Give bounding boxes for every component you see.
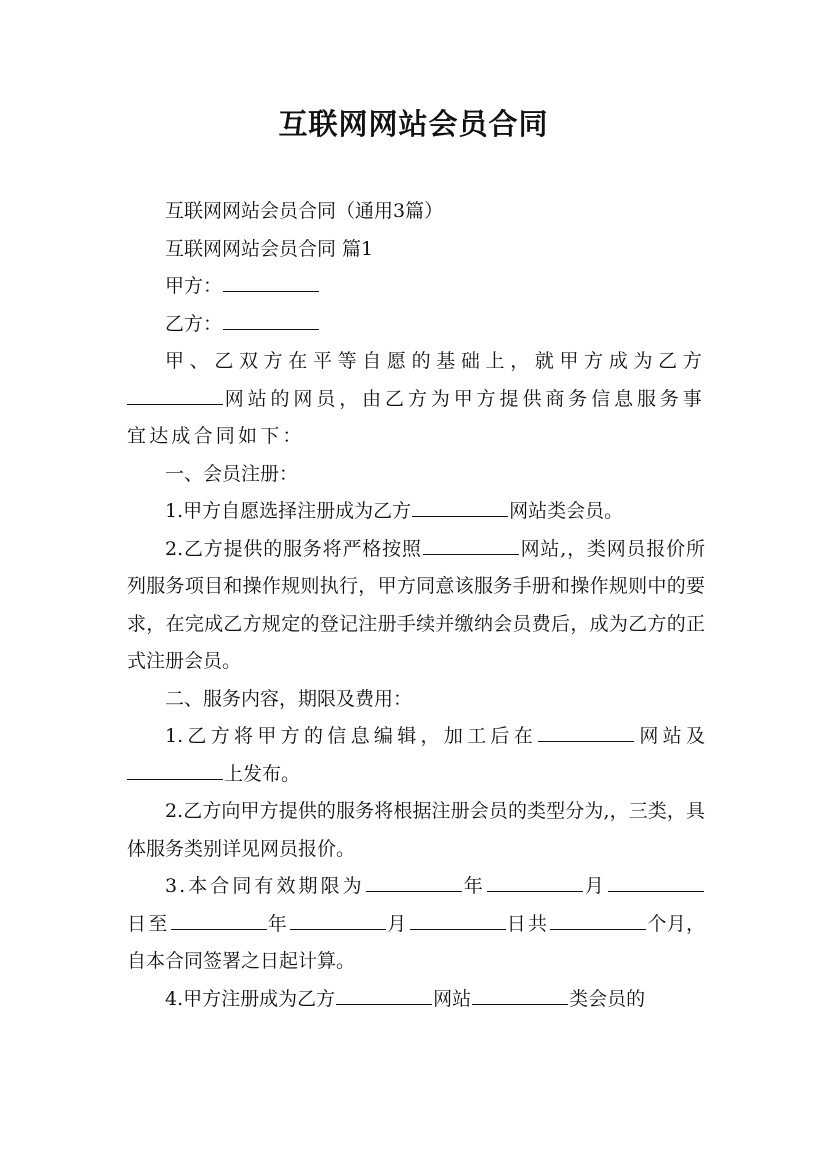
paragraph-clause-2-1 [127,718,705,793]
paragraph-subtitle: 互联网网站会员合同（通用3篇） [165,200,444,222]
blank-field [223,272,319,292]
text-span: 年 [462,875,486,897]
blank-field [538,722,634,742]
document-title: 互联网网站会员合同 [278,107,549,141]
document-body [127,193,705,1018]
text-span: 1.乙方将甲方的信息编辑，加工后在 [165,725,538,747]
section-heading-services: 二、服务内容，期限及费用： [165,687,413,710]
text-span: 上发布。 [224,762,301,785]
paragraph-clause-1-2 [127,531,705,681]
blank-field [223,310,319,330]
party-b-label: 乙方： [165,312,223,335]
blank-field [336,985,432,1005]
blank-field [410,910,506,930]
text-span: 3.本合同有效期限为 [165,875,365,897]
text-span: 网站的网员，由乙方为甲方提供商务信息服务事宜达成合同如下： [127,387,705,447]
text-span: 1.甲方自愿选择注册成为乙方 [165,500,412,522]
blank-field [423,535,519,555]
blank-field [127,385,223,405]
party-a-label: 甲方： [165,275,223,297]
blank-field [412,497,508,517]
blank-field [487,872,583,892]
blank-field [608,872,704,892]
text-span: 个月，自本合同签署之日起计算。 [127,912,705,972]
text-span: 甲、乙双方在平等自愿的基础上，就甲方成为乙方 [165,350,705,372]
blank-field [366,872,462,892]
text-span: 网站类会员。 [509,500,624,522]
paragraph-clause-2-2: 2.乙方向甲方提供的服务将根据注册会员的类型分为,，三类，具体服务类别详见网员报价。 [127,800,705,860]
text-span: 年 [267,912,289,935]
text-span: 日共 [506,912,550,935]
text-span: 类会员的 [569,987,646,1010]
paragraph-preamble [127,343,705,456]
blank-field [472,985,568,1005]
blank-field [550,910,646,930]
text-span: 4.甲方注册成为乙方 [165,987,336,1010]
blank-field [290,910,386,930]
party-a-line [127,268,705,306]
text-span: 网站 [433,987,472,1010]
blank-field [127,760,223,780]
text-span: 网站,，类网员报价所列服务项目和操作规则执行，甲方同意该服务手册和操作规则中的要求，在完成乙方规定的登记注册手续并缴纳会员费后，成为乙方的正式注册会员。 [127,537,705,672]
paragraph-clause-1-1 [127,493,705,531]
paragraph-clause-2-3 [127,868,705,981]
section-heading-registration: 一、会员注册： [165,462,299,485]
paragraph-clause-2-4 [127,981,705,1019]
paragraph-section-heading: 互联网网站会员合同 篇1 [165,237,374,260]
text-span: 网站及 [635,725,705,747]
party-b-line [127,306,705,344]
blank-field [171,910,267,930]
text-span: 月 [583,875,607,897]
text-span: 日至 [127,912,170,935]
text-span: 月 [387,912,409,935]
text-span: 2.乙方提供的服务将严格按照 [165,537,422,560]
